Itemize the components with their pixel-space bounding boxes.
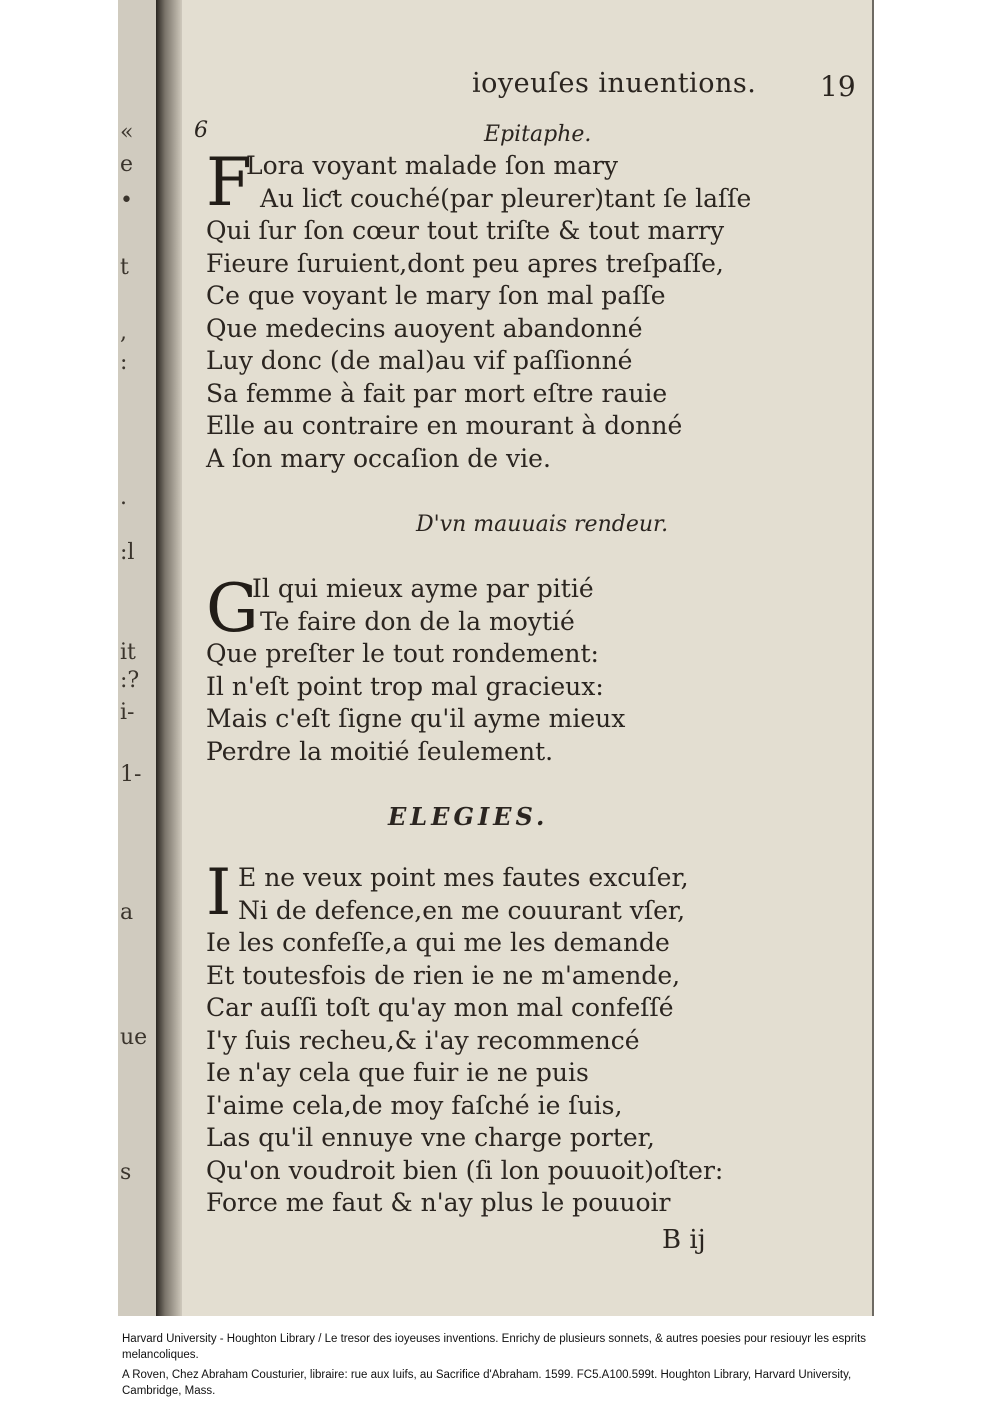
verse-line: Qu'on voudroit bien (ſi lon pouuoit)oſter: <box>206 1155 724 1185</box>
verse-line: Au liƈt couché(par pleurer)tant ſe laſſe <box>260 183 752 213</box>
margin-mark: 6 <box>194 118 208 143</box>
verse-line: Et toutesfois de rien ie ne m'amende, <box>206 960 681 990</box>
previous-page-fragment: it <box>120 640 136 665</box>
verse-line: E ne veux point mes fautes excuſer, <box>238 863 689 892</box>
verse-line: Qui ſur ſon cœur tout triſte & tout marry <box>206 216 725 245</box>
previous-page-fragment: • <box>120 188 133 213</box>
verse-line: Perdre la moitié ſeulement. <box>206 736 554 766</box>
verse-line: Car auſſi toſt qu'ay mon mal confeſſé <box>206 993 674 1022</box>
signature-mark: B ij <box>662 1225 706 1255</box>
previous-page-edge <box>118 0 157 1316</box>
verse-line: Sa femme à fait par mort eſtre rauie <box>206 378 668 408</box>
previous-page-fragment: . <box>120 485 127 510</box>
verse-line: Ie n'ay cela que fuir ie ne puis <box>206 1058 589 1087</box>
verse-line: Que medecins auoyent abandonné <box>206 313 643 343</box>
verse-line: Ni de defence,en me couurant vſer, <box>238 895 686 925</box>
epitaphe-verse <box>206 144 752 475</box>
binding-gutter <box>156 0 182 1316</box>
caption-line-1: Harvard University - Houghton Library / Le tresor des ioyeuses inventions. Enrichy de plusieurs sonnets, & autres poesies pour resiouyr les esprits melancoliques. <box>122 1333 867 1361</box>
previous-page-fragment: e <box>120 152 134 177</box>
verse-line: Fieure ſuruient,dont peu apres treſpaſſe, <box>206 248 724 278</box>
elegies-verse <box>206 856 724 1220</box>
previous-page-fragment: « <box>120 120 134 145</box>
previous-page-fragment: s <box>120 1160 132 1185</box>
epitaphe-title: Epitaphe. <box>484 122 592 147</box>
verse-line: Te faire don de la moytié <box>260 606 575 636</box>
verse-line: Ce que voyant le mary ſon mal paſſe <box>206 281 666 310</box>
verse-line: Force me faut & n'ay plus le pouuoir <box>206 1188 671 1217</box>
previous-page-fragment: :l <box>120 540 135 565</box>
verse-line: Lora voyant malade ſon mary <box>246 151 619 180</box>
verse-line: Ie les confeſſe,a qui me les demande <box>206 928 670 957</box>
verse-line: Mais c'eſt ſigne qu'il ayme mieux <box>206 704 626 733</box>
running-head: ioyeuſes inuentions. <box>472 68 757 99</box>
caption-line-2: A Roven, Chez Abraham Cousturier, libraire: rue aux Iuifs, au Sacrifice d'Abraham. 1599. FC5.A100.599t. Houghton Library, Harvard University, Cambridge, Mass. <box>122 1369 852 1397</box>
book-page <box>182 0 872 1316</box>
rendeur-verse <box>206 570 626 768</box>
rendeur-title: D'vn mauuais rendeur. <box>416 512 669 537</box>
previous-page-fragment: t <box>120 255 129 280</box>
previous-page-fragment: i- <box>120 700 135 725</box>
previous-page-fragment: ue <box>120 1025 148 1050</box>
elegies-title: ELEGIES. <box>388 802 549 831</box>
previous-page-fragment: 1- <box>120 762 142 787</box>
verse-line: Elle au contraire en mourant à donné <box>206 411 683 440</box>
verse-line: Il n'eſt point trop mal gracieux: <box>206 671 604 701</box>
verse-line: A ſon mary occaſion de vie. <box>206 443 551 473</box>
previous-page-fragment: : <box>120 350 128 375</box>
page-number: 19 <box>820 70 856 103</box>
dropcap-i: I <box>206 856 232 930</box>
verse-line: Il qui mieux ayme par pitié <box>252 574 594 603</box>
dropcap-f: F <box>206 144 252 221</box>
previous-page-fragment: :? <box>120 668 140 693</box>
verse-line: I'y ſuis recheu,& i'ay recommencé <box>206 1025 640 1055</box>
page-scan <box>118 0 874 1316</box>
verse-line: Luy donc (de mal)au vif paſſionné <box>206 346 633 375</box>
verse-line: Las qu'il ennuye vne charge porter, <box>206 1123 655 1152</box>
verse-line: Que preſter le tout rondement: <box>206 639 599 668</box>
verse-line: I'aime cela,de moy faſché ie ſuis, <box>206 1090 623 1120</box>
dropcap-g: G <box>206 570 259 647</box>
previous-page-fragment: a <box>120 900 134 925</box>
previous-page-fragment: , <box>120 320 127 345</box>
scan-edge <box>872 0 874 1316</box>
